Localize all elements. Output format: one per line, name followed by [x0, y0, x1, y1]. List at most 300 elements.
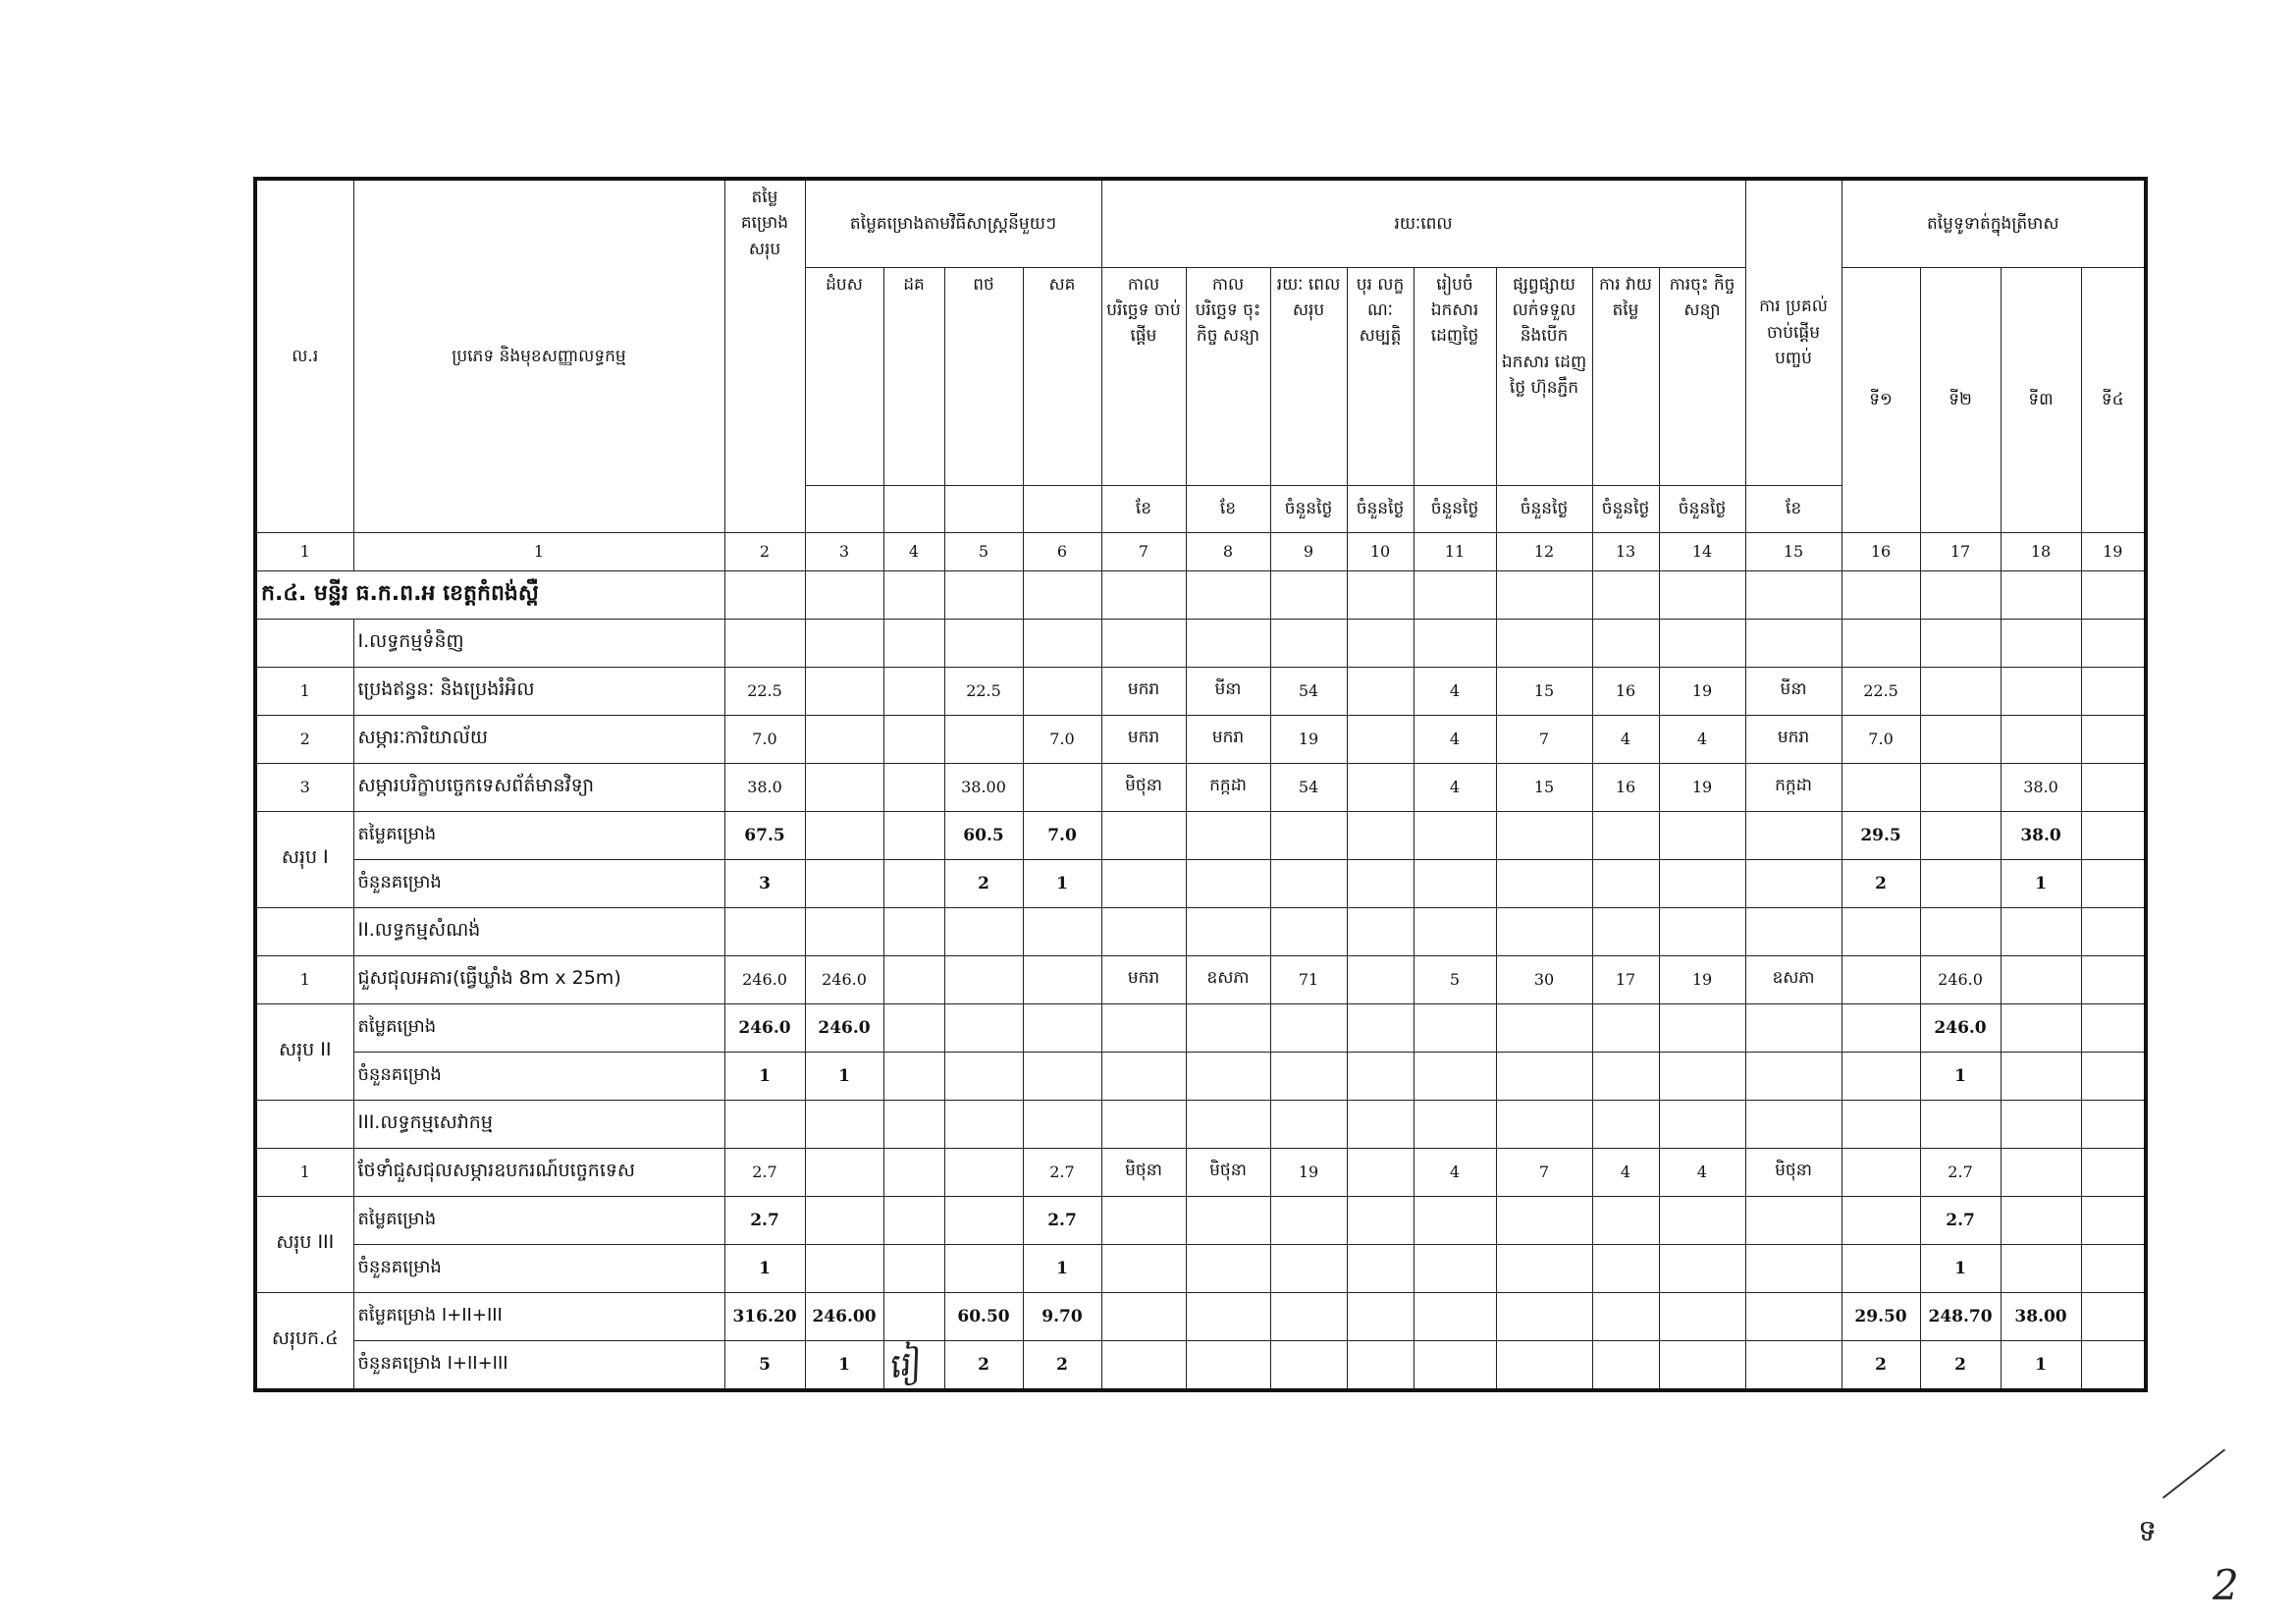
empty-cell [1270, 1100, 1347, 1148]
empty-cell [944, 907, 1023, 955]
cell-eval: 4 [1592, 715, 1659, 763]
unit-delivery-month: ខែ [1745, 485, 1842, 532]
header-no: ល.រ [255, 179, 353, 532]
cell-dk [883, 667, 944, 715]
summary-q4 [2081, 1196, 2146, 1244]
col-number: 9 [1270, 532, 1347, 570]
empty-cell [1496, 1100, 1592, 1148]
header-delivery: ការ ប្រគល់ ចាប់ផ្តើម បញ្ចប់ [1745, 179, 1842, 485]
empty-cell [1414, 859, 1496, 907]
empty-cell [1347, 1244, 1414, 1292]
summary-dbs [805, 859, 883, 907]
empty-cell [1592, 1196, 1659, 1244]
summary-q2: 1 [1920, 1244, 2001, 1292]
unit-days: ចំនួនថ្ងៃ [1659, 485, 1745, 532]
cell-days: 54 [1270, 667, 1347, 715]
cell-sign: មិថុនា [1186, 1148, 1270, 1196]
cell-adv: 7 [1496, 1148, 1592, 1196]
cell-q3: 38.0 [2001, 763, 2081, 811]
col-number: 19 [2081, 532, 2146, 570]
empty-cell [1023, 619, 1101, 667]
group-title: II.លទ្ធកម្មសំណង់ [353, 907, 724, 955]
empty-cell [1414, 1196, 1496, 1244]
cell-contract: 4 [1659, 715, 1745, 763]
empty-cell [1745, 907, 1842, 955]
empty-cell [724, 907, 805, 955]
summary-q2: 2 [1920, 1340, 2001, 1390]
cell-q2 [1920, 667, 2001, 715]
empty-cell [805, 907, 883, 955]
cell-prep: 5 [1414, 955, 1496, 1003]
empty-cell [1745, 1196, 1842, 1244]
summary-line-label: តម្លៃគម្រោង [353, 1196, 724, 1244]
summary-row [255, 1244, 2146, 1292]
empty-cell [1347, 1100, 1414, 1148]
unit-days: ចំនួនថ្ងៃ [1270, 485, 1347, 532]
empty-cell [1186, 1052, 1270, 1100]
cell-pth [944, 1148, 1023, 1196]
col-number: 4 [883, 532, 944, 570]
cell-q4 [2081, 955, 2146, 1003]
header-quarter-2: ទី២ [1920, 267, 2001, 532]
column-number-row [255, 532, 2146, 570]
empty-cell [1347, 619, 1414, 667]
summary-dk [883, 1196, 944, 1244]
summary-dbs: 1 [805, 1052, 883, 1100]
cell-start: មករា [1101, 715, 1186, 763]
empty-cell [1592, 1003, 1659, 1052]
empty-cell [1659, 1340, 1745, 1390]
empty-cell [1414, 1292, 1496, 1340]
col-number: 10 [1347, 532, 1414, 570]
col-number: 16 [1842, 532, 1920, 570]
item-name: សម្ភារៈការិយាល័យ [353, 715, 724, 763]
empty-cell [1745, 1292, 1842, 1340]
cell-days: 19 [1270, 715, 1347, 763]
empty-cell [1270, 1003, 1347, 1052]
header-src-unit-blank [805, 485, 883, 532]
summary-q3 [2001, 1003, 2081, 1052]
cell-days: 54 [1270, 763, 1347, 811]
summary-line-label: ចំនួនគម្រោង [353, 859, 724, 907]
cell-q2: 2.7 [1920, 1148, 2001, 1196]
unit-days: ចំនួនថ្ងៃ [1414, 485, 1496, 532]
empty-cell [1414, 1052, 1496, 1100]
empty-cell [255, 619, 353, 667]
summary-q2: 246.0 [1920, 1003, 2001, 1052]
header-period-advertise: ផ្សព្វផ្សាយ លក់ទទួល និងបើក ឯកសារ ដេញថ្លៃ ហ៊ុនភ្ជឹក [1496, 267, 1592, 485]
col-number: 13 [1592, 532, 1659, 570]
empty-cell [1270, 1292, 1347, 1340]
empty-cell [944, 619, 1023, 667]
summary-q1: 2 [1842, 859, 1920, 907]
summary-total: 1 [724, 1244, 805, 1292]
header-period-contract: ការចុះ កិច្ចសន្យា [1659, 267, 1745, 485]
summary-q1 [1842, 1003, 1920, 1052]
cell-sk [1023, 955, 1101, 1003]
table-row [255, 667, 2146, 715]
empty-cell [1186, 811, 1270, 859]
summary-row [255, 1292, 2146, 1340]
empty-cell [1186, 1244, 1270, 1292]
cell-prep: 4 [1414, 763, 1496, 811]
table-row [255, 763, 2146, 811]
empty-cell [1101, 1244, 1186, 1292]
cell-deliver: មិថុនា [1745, 1148, 1842, 1196]
empty-cell [1414, 811, 1496, 859]
empty-cell [1270, 811, 1347, 859]
cell-eligible [1347, 667, 1414, 715]
cell-dbs: 246.0 [805, 955, 883, 1003]
empty-cell [1101, 1292, 1186, 1340]
cell-pth [944, 955, 1023, 1003]
col-number: 6 [1023, 532, 1101, 570]
section-title-row [255, 570, 2146, 619]
table-row [255, 1148, 2146, 1196]
summary-total: 246.0 [724, 1003, 805, 1052]
summary-total: 316.20 [724, 1292, 805, 1340]
grand-total-group [255, 1292, 2146, 1390]
col-number: 15 [1745, 532, 1842, 570]
procurement-plan-table [253, 177, 2148, 1392]
empty-cell [255, 907, 353, 955]
cell-eligible [1347, 1148, 1414, 1196]
cell-total: 22.5 [724, 667, 805, 715]
empty-cell [1496, 1340, 1592, 1390]
empty-cell [1920, 1100, 2001, 1148]
summary-pth: 60.5 [944, 811, 1023, 859]
summary-row [255, 1340, 2146, 1390]
header-src-pth: ពថ [944, 267, 1023, 485]
summary-q4 [2081, 811, 2146, 859]
empty-cell [883, 1100, 944, 1148]
cell-q4 [2081, 763, 2146, 811]
summary-pth [944, 1003, 1023, 1052]
empty-cell [1270, 1340, 1347, 1390]
summary-q4 [2081, 1292, 2146, 1340]
empty-cell [1186, 1292, 1270, 1340]
empty-cell [1101, 1052, 1186, 1100]
unit-days: ចំនួនថ្ងៃ [1496, 485, 1592, 532]
summary-line-label: តម្លៃគម្រោង [353, 1003, 724, 1052]
empty-cell [1347, 811, 1414, 859]
header-type-title: ប្រភេទ និងមុខសញ្ញាលទ្ធកម្ម [353, 179, 724, 532]
summary-sk [1023, 1052, 1101, 1100]
summary-row [255, 1196, 2146, 1244]
empty-cell [1270, 1244, 1347, 1292]
summary-q3: 38.00 [2001, 1292, 2081, 1340]
summary-q3: 1 [2001, 1340, 2081, 1390]
unit-month: ខែ [1186, 485, 1270, 532]
cell-q3 [2001, 955, 2081, 1003]
empty-cell [724, 619, 805, 667]
summary-dk [883, 1244, 944, 1292]
unit-days: ចំនួនថ្ងៃ [1592, 485, 1659, 532]
empty-cell [1414, 619, 1496, 667]
group-title: III.លទ្ធកម្មសេវាកម្ម [353, 1100, 724, 1148]
summary-total: 2.7 [724, 1196, 805, 1244]
empty-cell [1186, 619, 1270, 667]
col-number: 18 [2001, 532, 2081, 570]
empty-cell [1496, 619, 1592, 667]
cell-dk [883, 1148, 944, 1196]
group-title-row [255, 907, 2146, 955]
empty-cell [1496, 859, 1592, 907]
cell-q1: 7.0 [1842, 715, 1920, 763]
summary-q4 [2081, 1244, 2146, 1292]
cell-deliver: ឧសភា [1745, 955, 1842, 1003]
cell-deliver: មីនា [1745, 667, 1842, 715]
col-number: 5 [944, 532, 1023, 570]
summary-total: 3 [724, 859, 805, 907]
empty-cell [1745, 1244, 1842, 1292]
empty-cell [1270, 1052, 1347, 1100]
empty-cell [1101, 811, 1186, 859]
empty-cell [883, 619, 944, 667]
item-name: សម្ភារបរិក្ខាបច្ចេកទេសព័ត៌មានវិទ្យា [353, 763, 724, 811]
cell-sk [1023, 763, 1101, 811]
empty-cell [1101, 619, 1186, 667]
header-period-group: រយៈពេល [1101, 179, 1745, 267]
cell-eval: 16 [1592, 667, 1659, 715]
summary-row [255, 811, 2146, 859]
empty-cell [1592, 1244, 1659, 1292]
handwritten-initial: ទ [2138, 1514, 2158, 1548]
summary-q2: 248.70 [1920, 1292, 2001, 1340]
cell-deliver: កក្កដា [1745, 763, 1842, 811]
cell-dbs [805, 715, 883, 763]
unit-days: ចំនួនថ្ងៃ [1347, 485, 1414, 532]
summary-label: សរុប II [255, 1003, 353, 1100]
cell-start: មិថុនា [1101, 1148, 1186, 1196]
header-src-unit-blank [883, 485, 944, 532]
cell-sign: មីនា [1186, 667, 1270, 715]
empty-cell [1347, 907, 1414, 955]
cell-dbs [805, 667, 883, 715]
cell-prep: 4 [1414, 667, 1496, 715]
empty-cell [1496, 811, 1592, 859]
cell-adv: 15 [1496, 763, 1592, 811]
col-number: 3 [805, 532, 883, 570]
header-src-sk: សគ [1023, 267, 1101, 485]
empty-cell [1659, 859, 1745, 907]
empty-cell [1414, 1244, 1496, 1292]
header-total-estimate: តម្លៃ គម្រោង សរុប [724, 179, 805, 532]
summary-q3 [2001, 1244, 2081, 1292]
summary-q1: 29.50 [1842, 1292, 1920, 1340]
header-period-start: កាល បរិច្ឆេទ ចាប់ផ្តើម [1101, 267, 1186, 485]
cell-pth [944, 715, 1023, 763]
empty-cell [1592, 859, 1659, 907]
empty-cell [1745, 1100, 1842, 1148]
empty-cell [2081, 1100, 2146, 1148]
empty-cell [1101, 1100, 1186, 1148]
empty-cell [1101, 859, 1186, 907]
summary-dk [883, 1003, 944, 1052]
empty-cell [1023, 907, 1101, 955]
summary-q1: 2 [1842, 1340, 1920, 1390]
col-number: 7 [1101, 532, 1186, 570]
cell-q3 [2001, 667, 2081, 715]
empty-cell [805, 1100, 883, 1148]
cell-prep: 4 [1414, 715, 1496, 763]
empty-cell [1745, 859, 1842, 907]
cell-adv: 15 [1496, 667, 1592, 715]
empty-cell [1347, 1052, 1414, 1100]
handwritten-mark: រៀ [883, 1342, 923, 1387]
group-title-row [255, 619, 2146, 667]
cell-q3 [2001, 715, 2081, 763]
row-number: 2 [255, 715, 353, 763]
empty-cell [1186, 859, 1270, 907]
cell-total: 7.0 [724, 715, 805, 763]
empty-cell [1659, 1292, 1745, 1340]
cell-q1 [1842, 1148, 1920, 1196]
services-group [255, 1100, 2146, 1292]
cell-sign: កក្កដា [1186, 763, 1270, 811]
table-row [255, 955, 2146, 1003]
empty-cell [1592, 907, 1659, 955]
cell-dk [883, 955, 944, 1003]
cell-eval: 4 [1592, 1148, 1659, 1196]
empty-cell [1842, 1100, 1920, 1148]
empty-cell [724, 1100, 805, 1148]
col-number: 1 [255, 532, 353, 570]
summary-q2 [1920, 811, 2001, 859]
cell-start: មករា [1101, 955, 1186, 1003]
empty-cell [1659, 1052, 1745, 1100]
summary-dbs: 1 [805, 1340, 883, 1390]
summary-q4 [2081, 859, 2146, 907]
cell-dbs [805, 763, 883, 811]
empty-cell [1186, 907, 1270, 955]
summary-dbs [805, 811, 883, 859]
signature-stroke [2163, 1449, 2225, 1499]
empty-cell [1414, 1340, 1496, 1390]
handwritten-page-number: 2 [2213, 1561, 2239, 1609]
summary-dbs [805, 1196, 883, 1244]
empty-cell [1745, 1003, 1842, 1052]
cell-adv: 30 [1496, 955, 1592, 1003]
col-number: 8 [1186, 532, 1270, 570]
summary-sk: 2 [1023, 1340, 1101, 1390]
summary-q1: 29.5 [1842, 811, 1920, 859]
empty-cell [1659, 1100, 1745, 1148]
summary-line-label: ចំនួនគម្រោង I+II+III [353, 1340, 724, 1390]
empty-cell [1745, 619, 1842, 667]
empty-cell [1592, 619, 1659, 667]
empty-cell [1270, 1196, 1347, 1244]
cell-eligible [1347, 955, 1414, 1003]
empty-cell [1186, 1003, 1270, 1052]
cell-contract: 4 [1659, 1148, 1745, 1196]
item-name: ថែទាំជួសជុលសម្ភារឧបករណ៍បច្ចេកទេស [353, 1148, 724, 1196]
cell-q4 [2081, 667, 2146, 715]
summary-dbs: 246.00 [805, 1292, 883, 1340]
summary-sk: 1 [1023, 1244, 1101, 1292]
summary-q4 [2081, 1052, 2146, 1100]
summary-q2 [1920, 859, 2001, 907]
summary-row [255, 1052, 2146, 1100]
summary-pth [944, 1244, 1023, 1292]
empty-cell [1186, 1340, 1270, 1390]
cell-contract: 19 [1659, 763, 1745, 811]
summary-dk [883, 859, 944, 907]
cell-adv: 7 [1496, 715, 1592, 763]
item-name: ជួសជុលអគារ(ធ្វើឃ្លាំង 8m x 25m) [353, 955, 724, 1003]
works-group [255, 907, 2146, 1100]
empty-cell [1659, 1003, 1745, 1052]
empty-cell [883, 907, 944, 955]
cell-q4 [2081, 1148, 2146, 1196]
empty-cell [1414, 1100, 1496, 1148]
empty-cell [1414, 1003, 1496, 1052]
cell-sk: 2.7 [1023, 1148, 1101, 1196]
summary-pth: 2 [944, 859, 1023, 907]
empty-cell [2001, 1100, 2081, 1148]
cell-eval: 16 [1592, 763, 1659, 811]
table-row [255, 715, 2146, 763]
empty-cell [1186, 1100, 1270, 1148]
empty-cell [1347, 1340, 1414, 1390]
summary-label: សរុប I [255, 811, 353, 907]
empty-cell [1347, 1196, 1414, 1244]
summary-q2: 2.7 [1920, 1196, 2001, 1244]
header-period-total-days: រយៈ ពេល សរុប [1270, 267, 1347, 485]
empty-cell [2081, 619, 2146, 667]
summary-dk [883, 1292, 944, 1340]
header-period-prepare-docs: រៀបចំ ឯកសារ ដេញថ្លៃ [1414, 267, 1496, 485]
summary-row [255, 1003, 2146, 1052]
empty-cell [1270, 859, 1347, 907]
header-src-dk: ដគ [883, 267, 944, 485]
row-number: 3 [255, 763, 353, 811]
summary-q1 [1842, 1244, 1920, 1292]
empty-cell [944, 1100, 1023, 1148]
group-title-row [255, 1100, 2146, 1148]
header-period-evaluate: ការ វាយ តម្លៃ [1592, 267, 1659, 485]
cell-q4 [2081, 715, 2146, 763]
col-number: 17 [1920, 532, 2001, 570]
summary-dk [883, 811, 944, 859]
col-number: 11 [1414, 532, 1496, 570]
cell-q2: 246.0 [1920, 955, 2001, 1003]
empty-cell [1347, 1003, 1414, 1052]
cell-total: 38.0 [724, 763, 805, 811]
summary-q1 [1842, 1196, 1920, 1244]
header-quarter-4: ទី៤ [2081, 267, 2146, 532]
summary-q4 [2081, 1340, 2146, 1390]
cell-dk [883, 763, 944, 811]
empty-cell [1270, 907, 1347, 955]
cell-start: មករា [1101, 667, 1186, 715]
col-number: 12 [1496, 532, 1592, 570]
unit-month: ខែ [1101, 485, 1186, 532]
empty-cell [1496, 1003, 1592, 1052]
summary-sk: 2.7 [1023, 1196, 1101, 1244]
group-title: I.លទ្ធកម្មទំនិញ [353, 619, 724, 667]
summary-q3 [2001, 1196, 2081, 1244]
cell-contract: 19 [1659, 955, 1745, 1003]
cell-total: 246.0 [724, 955, 805, 1003]
cell-q1 [1842, 763, 1920, 811]
header-source-group: តម្លៃគម្រោងតាមវិធីសាស្ត្រនីមួយៗ [805, 179, 1101, 267]
summary-total: 1 [724, 1052, 805, 1100]
empty-cell [1496, 1292, 1592, 1340]
summary-pth: 2 [944, 1340, 1023, 1390]
empty-cell [1659, 907, 1745, 955]
summary-pth [944, 1052, 1023, 1100]
